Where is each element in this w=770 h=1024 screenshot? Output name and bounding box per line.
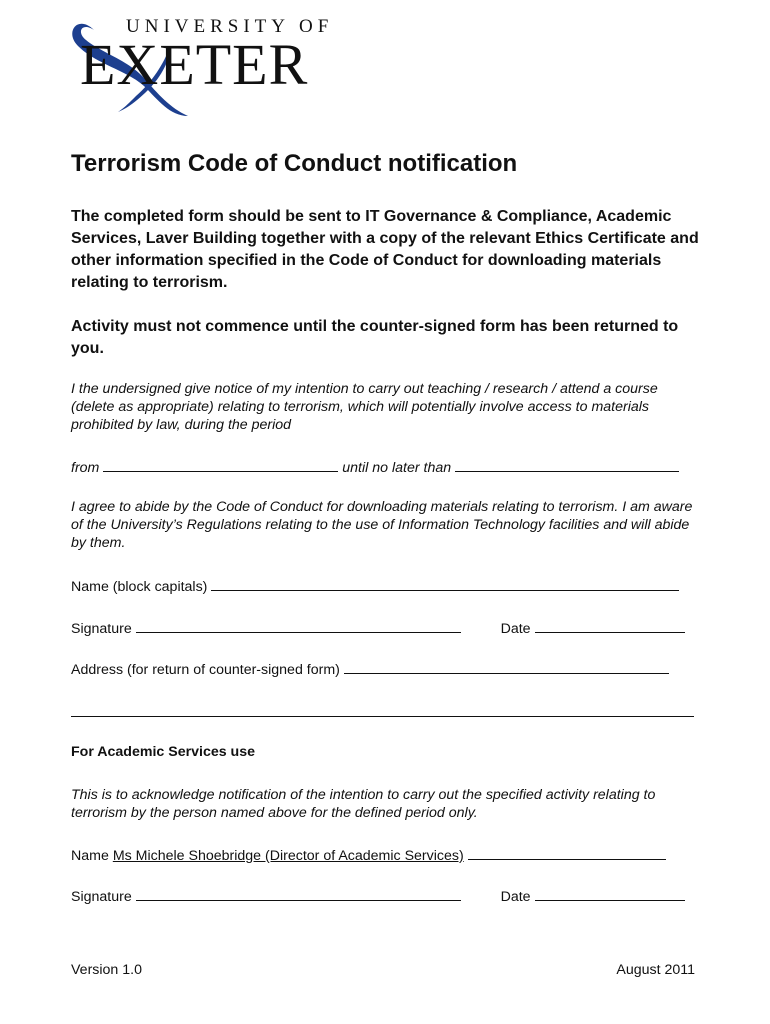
office-name-value: Ms Michele Shoebridge (Director of Academic Services) <box>112 848 464 864</box>
date-field[interactable] <box>535 619 685 633</box>
address-label: Address (for return of counter-signed form) <box>71 662 340 678</box>
logo-university-of: UNIVERSITY OF <box>126 16 334 37</box>
date-label: Date <box>500 621 531 637</box>
notice-paragraph: I the undersigned give notice of my intention to carry out teaching / research / attend a course (delete as appropriate) relating to terrorism, which will potentially involve access to materials prohibited by law, during the period <box>71 381 658 433</box>
signature-field[interactable] <box>136 619 461 633</box>
footer-date: August 2011 <box>616 962 695 978</box>
warning-paragraph: Activity must not commence until the counter-signed form has been returned to you. <box>71 318 679 357</box>
office-name-field[interactable] <box>468 846 666 860</box>
office-signature-field[interactable] <box>136 887 461 901</box>
office-heading: For Academic Services use <box>71 744 256 760</box>
address-field-line-2[interactable] <box>71 716 694 717</box>
period-row <box>71 458 694 477</box>
until-field[interactable] <box>455 458 679 472</box>
office-name-label: Name <box>71 848 109 864</box>
logo-exeter: EXETER <box>80 32 309 97</box>
from-label: from <box>71 460 100 476</box>
acknowledge-paragraph: This is to acknowledge notification of the intention to carry out the specified activity relating to terrorism by the person named above for the defined period only. <box>71 787 656 821</box>
agree-paragraph: I agree to abide by the Code of Conduct for downloading materials relating to terrorism. I am aware of the University’s Regulations relating to the use of Information Technology facilities and will abide by them. <box>71 499 693 551</box>
intro-paragraph: The completed form should be sent to IT Governance & Compliance, Academic Services, Laver Building together with a copy of the relevant Ethics Certificate and other information specified in the Code of Conduct for downloading materials relating to terrorism. <box>71 208 699 291</box>
signature-label: Signature <box>71 621 132 637</box>
office-date-label: Date <box>500 889 531 905</box>
until-label: until no later than <box>342 460 452 476</box>
address-row <box>71 660 694 678</box>
address-field[interactable] <box>344 660 669 674</box>
office-signature-label: Signature <box>71 889 132 905</box>
signature-row <box>71 619 694 637</box>
footer-version: Version 1.0 <box>71 962 142 978</box>
name-row <box>71 577 694 595</box>
office-name-row <box>71 846 694 864</box>
name-field[interactable] <box>211 577 679 591</box>
office-date-field[interactable] <box>535 887 685 901</box>
page-title: Terrorism Code of Conduct notification <box>71 150 518 177</box>
university-logo <box>66 12 334 122</box>
name-label: Name (block capitals) <box>71 579 208 595</box>
from-field[interactable] <box>103 458 338 472</box>
office-signature-row <box>71 887 694 905</box>
